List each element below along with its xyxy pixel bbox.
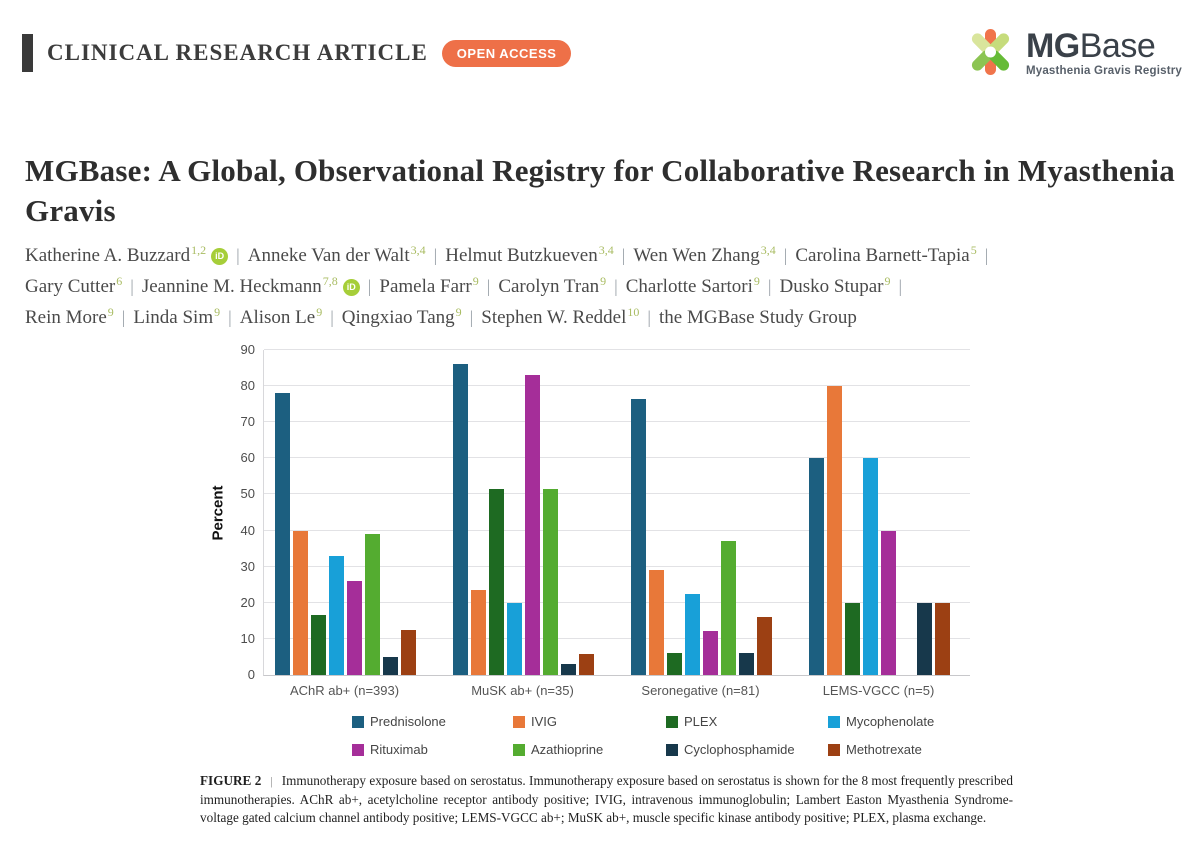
legend-swatch: [352, 716, 364, 728]
legend-label: Mycophenolate: [846, 714, 935, 729]
legend-swatch: [666, 744, 678, 756]
legend-label: Prednisolone: [370, 714, 446, 729]
orcid-icon[interactable]: iD: [343, 279, 360, 296]
open-access-badge: OPEN ACCESS: [442, 40, 572, 67]
legend-item: [666, 714, 828, 729]
accent-bar: [22, 34, 33, 72]
author-affiliation-sup: 9: [214, 304, 221, 319]
author-line: [25, 271, 1185, 302]
author-line: [25, 240, 1185, 271]
author-affiliation-sup: 9: [600, 273, 607, 288]
x-axis-category-label: AChR ab+ (n=393): [289, 683, 400, 698]
bar-methotrexate: [579, 654, 594, 675]
legend-swatch: [513, 716, 525, 728]
author-affiliation-sup: 3,4: [598, 242, 614, 257]
author-separator: |: [647, 307, 651, 327]
mgbase-logo: [964, 26, 1182, 79]
author-name: Stephen W. Reddel: [481, 307, 627, 328]
legend-item: [513, 714, 666, 729]
x-axis-category-label: MuSK ab+ (n=35): [471, 683, 574, 698]
author-name: Helmut Butzkueven: [445, 245, 598, 266]
bar-prednisolone: [631, 399, 646, 675]
bar-ivig: [471, 590, 486, 675]
legend-label: Cyclophosphamide: [684, 742, 795, 757]
bar-mycophenolate: [329, 556, 344, 675]
legend-swatch: [352, 744, 364, 756]
bar-plex: [667, 653, 682, 675]
y-tick-label: 70: [240, 414, 255, 430]
author-name: Carolina Barnett-Tapia: [795, 245, 970, 266]
legend-label: Methotrexate: [846, 742, 922, 757]
author-separator: |: [486, 276, 491, 296]
author-name: Gary Cutter: [25, 276, 116, 297]
author-name: Katherine A. Buzzard: [25, 245, 191, 266]
author-affiliation-sup: 10: [627, 304, 640, 319]
bar-group: [275, 350, 416, 675]
author-name: Rein More: [25, 307, 107, 328]
y-tick-label: 10: [240, 630, 255, 646]
bar-mycophenolate: [507, 603, 522, 675]
bar-rituximab: [881, 531, 896, 675]
logo-name-bold: MG: [1025, 26, 1080, 65]
bar-groups: [264, 350, 970, 675]
author-affiliation-sup: 9: [455, 304, 462, 319]
author-separator: |: [898, 276, 903, 296]
mgbase-flower-icon: [964, 26, 1017, 79]
figure-caption: [200, 772, 1013, 828]
author-separator: |: [984, 245, 989, 265]
article-type-label: CLINICAL RESEARCH ARTICLE: [47, 40, 428, 65]
legend-label: PLEX: [684, 714, 718, 729]
y-tick-label: 0: [247, 667, 255, 682]
page-title: MGBase: A Global, Observational Registry for Collaborative Research in Myasthenia Gravis: [25, 152, 1175, 228]
bar-ivig: [293, 531, 308, 675]
bar-group: [631, 350, 772, 675]
legend-label: IVIG: [531, 714, 558, 729]
author-affiliation-sup: 9: [472, 273, 479, 288]
y-tick-label: 60: [240, 450, 255, 466]
legend-item: [513, 742, 666, 757]
header: [22, 26, 1182, 79]
author-affiliation-sup: 7,8: [322, 273, 338, 288]
chart-plot: [263, 350, 970, 676]
author-affiliation-sup: 1,2: [191, 242, 207, 257]
author-separator: |: [367, 276, 372, 296]
chart-legend: [352, 714, 970, 757]
bar-rituximab: [347, 581, 362, 675]
author-affiliation-sup: 9: [316, 304, 323, 319]
author-name: Alison Le: [239, 307, 316, 328]
legend-swatch: [513, 744, 525, 756]
bar-chart: [205, 342, 970, 682]
logo-name: [1025, 26, 1182, 65]
bar-plex: [845, 603, 860, 675]
bar-rituximab: [703, 631, 718, 675]
author-line: [25, 302, 1185, 333]
author-separator: |: [783, 245, 788, 265]
y-tick-label: 40: [240, 522, 255, 538]
author-name: Dusko Stupar: [779, 276, 884, 297]
bar-mycophenolate: [863, 458, 878, 675]
legend-label: Rituximab: [370, 742, 428, 757]
bar-prednisolone: [809, 458, 824, 675]
bar-rituximab: [525, 375, 540, 675]
author-separator: |: [469, 307, 474, 327]
x-axis-category-label: LEMS-VGCC (n=5): [822, 683, 935, 698]
y-tick-label: 90: [240, 342, 255, 357]
bar-azathioprine: [721, 541, 736, 675]
author-affiliation-sup: 9: [753, 273, 760, 288]
author-affiliation-sup: 9: [884, 273, 891, 288]
author-name: Wen Wen Zhang: [633, 245, 760, 266]
bar-group: [453, 350, 594, 675]
bar-methotrexate: [935, 603, 950, 675]
author-name: the MGBase Study Group: [659, 307, 857, 328]
bar-plex: [311, 615, 326, 675]
y-axis-ticks: [231, 342, 263, 682]
author-name: Jeannine M. Heckmann: [141, 276, 322, 297]
author-separator: |: [121, 307, 126, 327]
author-affiliation-sup: 9: [107, 304, 114, 319]
figure-2: [205, 342, 970, 757]
bar-cyclophosphamide: [739, 653, 754, 675]
author-lines: [25, 240, 1185, 333]
author-separator: |: [236, 245, 240, 265]
logo-tagline: Myasthenia Gravis Registry: [1025, 64, 1182, 77]
legend-item: [828, 714, 970, 729]
author-affiliation-sup: 6: [116, 273, 123, 288]
author-name: Qingxiao Tang: [341, 307, 455, 328]
x-axis-category-label: Seronegative (n=81): [641, 683, 760, 698]
legend-swatch: [828, 716, 840, 728]
author-separator: |: [228, 307, 232, 327]
orcid-icon[interactable]: iD: [211, 248, 228, 265]
y-tick-label: 50: [240, 486, 255, 502]
author-separator: |: [767, 276, 772, 296]
bar-azathioprine: [543, 489, 558, 675]
legend-label: Azathioprine: [531, 742, 604, 757]
bar-methotrexate: [401, 630, 416, 675]
author-affiliation-sup: 3,4: [410, 242, 426, 257]
y-axis-title-col: [205, 350, 231, 675]
logo-name-rest: Base: [1079, 26, 1156, 65]
bar-cyclophosphamide: [561, 664, 576, 675]
x-axis-labels: [263, 683, 969, 698]
bar-prednisolone: [453, 364, 468, 675]
legend-item: [352, 742, 513, 757]
author-separator: |: [130, 276, 134, 296]
author-name: Carolyn Tran: [498, 276, 600, 297]
bar-ivig: [649, 570, 664, 675]
article-type-row: [22, 34, 571, 72]
author-separator: |: [621, 245, 626, 265]
author-affiliation-sup: 3,4: [760, 242, 776, 257]
bar-cyclophosphamide: [917, 603, 932, 675]
author-affiliation-sup: 5: [970, 242, 977, 257]
bar-plex: [489, 489, 504, 675]
bar-azathioprine: [365, 534, 380, 675]
author-separator: |: [433, 245, 438, 265]
legend-item: [828, 742, 970, 757]
author-name: Anneke Van der Walt: [247, 245, 410, 266]
bar-prednisolone: [275, 393, 290, 675]
logo-text: [1025, 26, 1182, 77]
y-tick-label: 30: [240, 558, 255, 574]
bar-cyclophosphamide: [383, 657, 398, 675]
author-name: Charlotte Sartori: [625, 276, 753, 297]
author-name: Linda Sim: [133, 307, 214, 328]
legend-swatch: [828, 744, 840, 756]
legend-swatch: [666, 716, 678, 728]
author-name: Pamela Farr: [379, 276, 472, 297]
y-tick-label: 20: [240, 594, 255, 610]
legend-item: [352, 714, 513, 729]
figure-caption-text: Immunotherapy exposure based on serostatus. Immunotherapy exposure based on serostatus is shown for the 8 most frequently prescribed immunotherapies. AChR ab+, acetylcholine receptor antibody positive; IVIG, intravenous immunoglobulin; Lambert Easton Myasthenia Syndrome-voltage gated calcium channel antibody positive; LEMS-VGCC ab+; MuSK ab+, muscle specific kinase antibody positive; PLEX, plasma exchange.: [200, 773, 1013, 825]
y-axis-title: Percent: [209, 484, 227, 541]
author-separator: |: [614, 276, 618, 296]
bar-mycophenolate: [685, 594, 700, 675]
figure-caption-separator: |: [270, 774, 273, 788]
bar-group: [809, 350, 950, 675]
author-separator: |: [330, 307, 334, 327]
y-tick-label: 80: [240, 378, 255, 394]
bar-ivig: [827, 386, 842, 675]
figure-caption-label: FIGURE 2: [200, 773, 262, 788]
legend-item: [666, 742, 828, 757]
bar-methotrexate: [757, 617, 772, 675]
